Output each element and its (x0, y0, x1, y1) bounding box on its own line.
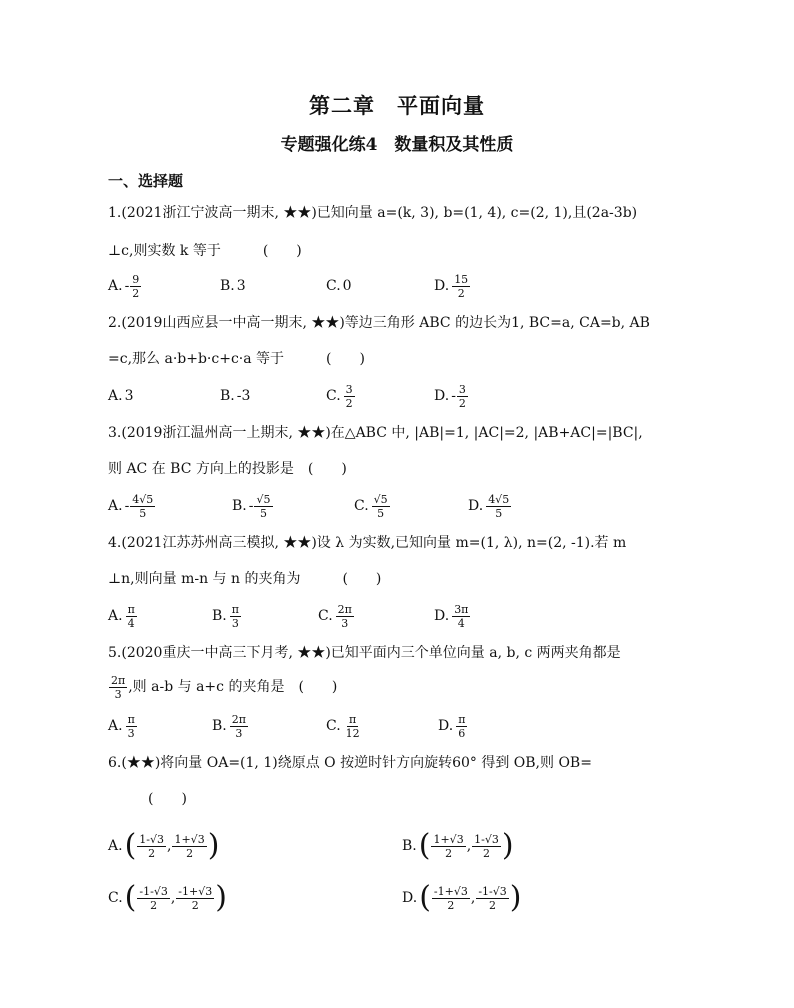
fraction: $\frac{-1-√3}{2}$ (139, 884, 168, 912)
question-3-line-1: 3.(2019浙江温州高一上期末, ★★)在△ABC 中, |AB|=1, |AC|=2, |AB+AC|=|BC|, (108, 425, 643, 441)
section-title: 专题强化练4 数量积及其性质 (280, 135, 514, 155)
question-1-line-2: ⊥c,则实数 k 等于 ( ) (108, 243, 302, 259)
q2-option-a[interactable]: A. 3 (108, 388, 134, 404)
fraction: $\frac{1-√3}{2}$ (474, 832, 499, 860)
fraction: $\frac{1+√3}{2}$ (174, 832, 205, 860)
part-heading: 一、选择题 (108, 172, 184, 190)
fraction: $\frac{1-√3}{2}$ (139, 832, 165, 860)
question-3-line-2: 则 AC 在 BC 方向上的投影是 ( ) (108, 461, 347, 477)
question-6-line-2: ( ) (148, 791, 187, 807)
fraction: $\frac{3}{2}$ (458, 382, 466, 410)
question-4-line-1: 4.(2021江苏苏州高三模拟, ★★)设 λ 为实数,已知向量 m=(1, λ), n=(2, -1).若 m (108, 535, 627, 551)
fraction: $\frac{3}{2}$ (345, 382, 353, 410)
q4-option-c[interactable]: C. $\frac{2\pi}{3}$ (318, 602, 352, 630)
q1-option-b[interactable]: B. 3 (220, 278, 246, 294)
fraction: $\frac{3\pi}{4}$ (454, 602, 469, 630)
fraction: $\frac{√5}{5}$ (373, 492, 388, 520)
q1-option-a[interactable]: A. - $\frac{9}{2}$ (108, 272, 140, 300)
q5-option-d[interactable]: D. $\frac{\pi}{6}$ (438, 712, 466, 740)
fraction: $\frac{\pi}{6}$ (458, 712, 466, 740)
q6-option-a[interactable]: A. ( $\frac{1-√3}{2}$ , $\frac{1+√3}{2}$ ) (108, 828, 220, 863)
fraction: $\frac{\pi}{3}$ (127, 712, 135, 740)
q6-option-b[interactable]: B. ( $\frac{1+√3}{2}$ , $\frac{1-√3}{2}$ ) (402, 828, 514, 863)
q6-option-d[interactable]: D. ( $\frac{-1+√3}{2}$ , $\frac{-1-√3}{2}$ ) (402, 880, 522, 915)
q1-option-c[interactable]: C. 0 (326, 278, 352, 294)
q6-option-c[interactable]: C. ( $\frac{-1-√3}{2}$ , $\frac{-1+√3}{2}$ ) (108, 880, 227, 915)
q5-option-c[interactable]: C. $\frac{\pi}{12}$ (326, 712, 360, 740)
fraction: $\frac{-1+√3}{2}$ (178, 884, 213, 912)
fraction: $\frac{4√5}{5}$ (132, 492, 154, 520)
q3-option-c[interactable]: C. $\frac{√5}{5}$ (354, 492, 388, 520)
question-6-line-1: 6.(★★)将向量 OA=(1, 1)绕原点 O 按逆时针方向旋转60° 得到 OB,则 OB= (108, 755, 592, 771)
q4-option-d[interactable]: D. $\frac{3\pi}{4}$ (434, 602, 469, 630)
question-1-line-1: 1.(2021浙江宁波高一期末, ★★)已知向量 a=(k, 3), b=(1, 4), c=(2, 1),且(2a-3b) (108, 205, 638, 221)
question-5-line-1: 5.(2020重庆一中高三下月考, ★★)已知平面内三个单位向量 a, b, c 两两夹角都是 (108, 645, 621, 661)
q4-option-a[interactable]: A. $\frac{\pi}{4}$ (108, 602, 135, 630)
fraction: $\frac{2\pi}{3}$ (337, 602, 352, 630)
fraction: $\frac{-1-√3}{2}$ (478, 884, 507, 912)
question-2-line-1: 2.(2019山西应县一中高一期末, ★★)等边三角形 ABC 的边长为1, BC=a, CA=b, AB (108, 315, 650, 331)
fraction: $\frac{\pi}{3}$ (231, 602, 239, 630)
q1-option-d[interactable]: D. $\frac{15}{2}$ (434, 272, 469, 300)
fraction: $\frac{15}{2}$ (454, 272, 469, 300)
q2-option-d[interactable]: D. - $\frac{3}{2}$ (434, 382, 466, 410)
q2-option-b[interactable]: B. -3 (220, 388, 251, 404)
fraction: $\frac{√5}{5}$ (256, 492, 271, 520)
fraction: $\frac{-1+√3}{2}$ (433, 884, 468, 912)
q4-option-b[interactable]: B. $\frac{\pi}{3}$ (212, 602, 239, 630)
fraction: $\frac{4√5}{5}$ (488, 492, 510, 520)
fraction: $\frac{1+√3}{2}$ (433, 832, 464, 860)
fraction: $\frac{\pi}{12}$ (345, 712, 360, 740)
q3-option-b[interactable]: B. - $\frac{√5}{5}$ (232, 492, 271, 520)
fraction: $\frac{9}{2}$ (132, 272, 140, 300)
question-5-line-2: $\frac{2\pi}{3}$ ,则 a-b 与 a+c 的夹角是 ( ) (111, 673, 338, 701)
question-2-line-2: =c,那么 a·b+b·c+c·a 等于 ( ) (108, 351, 365, 367)
fraction: $\frac{\pi}{4}$ (127, 602, 135, 630)
chapter-title: 第二章 平面向量 (309, 93, 485, 118)
q2-option-c[interactable]: C. $\frac{3}{2}$ (326, 382, 353, 410)
q5-option-b[interactable]: B. $\frac{2\pi}{3}$ (212, 712, 246, 740)
q3-option-a[interactable]: A. - $\frac{4√5}{5}$ (108, 492, 154, 520)
q5-option-a[interactable]: A. $\frac{\pi}{3}$ (108, 712, 135, 740)
fraction: $\frac{2\pi}{3}$ (231, 712, 246, 740)
fraction: $\frac{2\pi}{3}$ (111, 673, 126, 701)
q3-option-d[interactable]: D. $\frac{4√5}{5}$ (468, 492, 510, 520)
question-4-line-2: ⊥n,则向量 m-n 与 n 的夹角为 ( ) (108, 571, 382, 587)
